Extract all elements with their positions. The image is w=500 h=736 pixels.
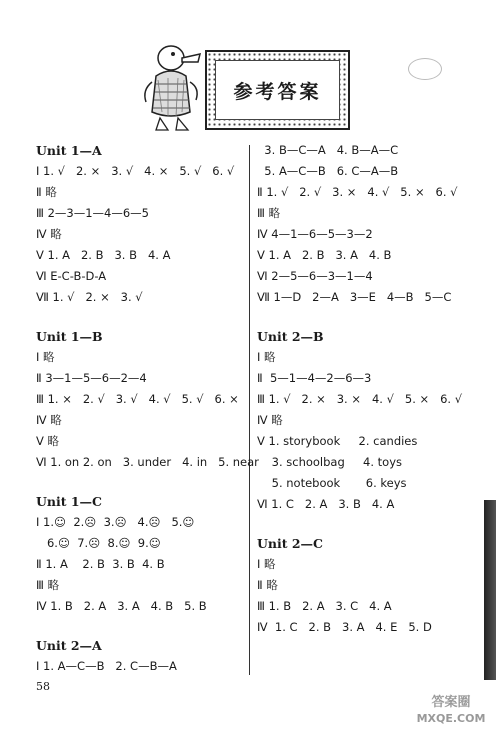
watermark-logo — [408, 695, 494, 731]
section-gap — [36, 308, 251, 326]
answer-line: Ⅲ 略 — [257, 206, 281, 220]
watermark-line1: 答案圈 — [431, 695, 471, 710]
answer-line: Ⅱ 略 — [257, 578, 278, 592]
answer-line: Ⅱ 5—1—4—2—6—3 — [257, 371, 372, 385]
answer-line: 5. A—C—B 6. C—A—B — [257, 164, 399, 178]
answer-line: Ⅶ 1—D 2—A 3—E 4—B 5—C — [257, 290, 452, 304]
section-gap — [36, 617, 251, 635]
answer-line: Ⅱ 1. A 2. B 3. B 4. B — [36, 557, 165, 571]
answer-line: Ⅰ 1. √ 2. × 3. √ 4. × 5. √ 6. √ — [36, 164, 235, 178]
answer-line: Ⅰ 略 — [257, 350, 276, 364]
answer-line: Ⅳ 略 — [257, 413, 283, 427]
unit-heading: Unit 2—A — [36, 638, 102, 653]
answer-line: Ⅳ 略 — [36, 413, 62, 427]
watermark-line2: MXQE.COM — [416, 712, 486, 725]
answer-line: 6.☺ 7.☹ 8.☺ 9.☺ — [36, 536, 161, 550]
answer-line: Ⅴ 略 — [36, 434, 60, 448]
answer-line: Ⅰ 1. A—C—B 2. C—B—A — [36, 659, 177, 673]
answer-line: Ⅴ 1. A 2. B 3. A 4. B — [257, 248, 392, 262]
answer-line: Ⅱ 3—1—5—6—2—4 — [36, 371, 147, 385]
unit-heading: Unit 2—B — [257, 329, 324, 344]
right-answer-column — [257, 140, 472, 638]
section-gap — [257, 308, 472, 326]
page-title: 参考答案 — [233, 80, 322, 103]
header-inner-box — [215, 60, 340, 120]
stamp-icon — [408, 58, 442, 80]
answer-line: Ⅰ 1.☺ 2.☹ 3.☹ 4.☹ 5.☺ — [36, 515, 195, 529]
answer-line: 3. schoolbag 4. toys — [257, 455, 403, 469]
answer-line: Ⅲ 1. × 2. √ 3. √ 4. √ 5. √ 6. × — [36, 392, 239, 406]
answer-line: Ⅳ 1. B 2. A 3. A 4. B 5. B — [36, 599, 207, 613]
unit-heading: Unit 1—C — [36, 494, 103, 509]
answer-line: Ⅲ 略 — [36, 578, 60, 592]
answer-line: Ⅴ 1. A 2. B 3. B 4. A — [36, 248, 171, 262]
answer-line: Ⅵ 1. on 2. on 3. under 4. in 5. near — [36, 455, 259, 469]
answer-line: Ⅲ 1. √ 2. × 3. × 4. √ 5. × 6. √ — [257, 392, 463, 406]
answer-line: Ⅵ 2—5—6—3—1—4 — [257, 269, 373, 283]
answer-line: Ⅵ 1. C 2. A 3. B 4. A — [257, 497, 395, 511]
answer-line: Ⅵ E-C-B-D-A — [36, 269, 107, 283]
header-dotted-frame — [205, 50, 350, 130]
duck-mascot-icon — [138, 40, 208, 135]
unit-heading: Unit 1—A — [36, 143, 102, 158]
answer-line: Ⅱ 略 — [36, 185, 57, 199]
answer-line: Ⅶ 1. √ 2. × 3. √ — [36, 290, 143, 304]
answer-line: Ⅱ 1. √ 2. √ 3. × 4. √ 5. × 6. √ — [257, 185, 458, 199]
page-number: 58 — [36, 680, 50, 693]
answer-line: Ⅴ 1. storybook 2. candies — [257, 434, 418, 448]
answer-line: Ⅲ 2—3—1—4—6—5 — [36, 206, 149, 220]
answer-line: Ⅰ 略 — [257, 557, 276, 571]
answer-line: 3. B—C—A 4. B—A—C — [257, 143, 399, 157]
answer-line: Ⅳ 4—1—6—5—3—2 — [257, 227, 373, 241]
answer-line: 5. notebook 6. keys — [257, 476, 407, 490]
answer-line: Ⅲ 1. B 2. A 3. C 4. A — [257, 599, 392, 613]
page-edge-shadow — [484, 500, 496, 680]
answer-line: Ⅳ 1. C 2. B 3. A 4. E 5. D — [257, 620, 432, 634]
left-answer-column — [36, 140, 259, 677]
answer-line: Ⅳ 略 — [36, 227, 62, 241]
answer-line: Ⅰ 略 — [36, 350, 55, 364]
section-gap — [36, 473, 251, 491]
unit-heading: Unit 1—B — [36, 329, 103, 344]
unit-heading: Unit 2—C — [257, 536, 324, 551]
section-gap — [257, 515, 472, 533]
